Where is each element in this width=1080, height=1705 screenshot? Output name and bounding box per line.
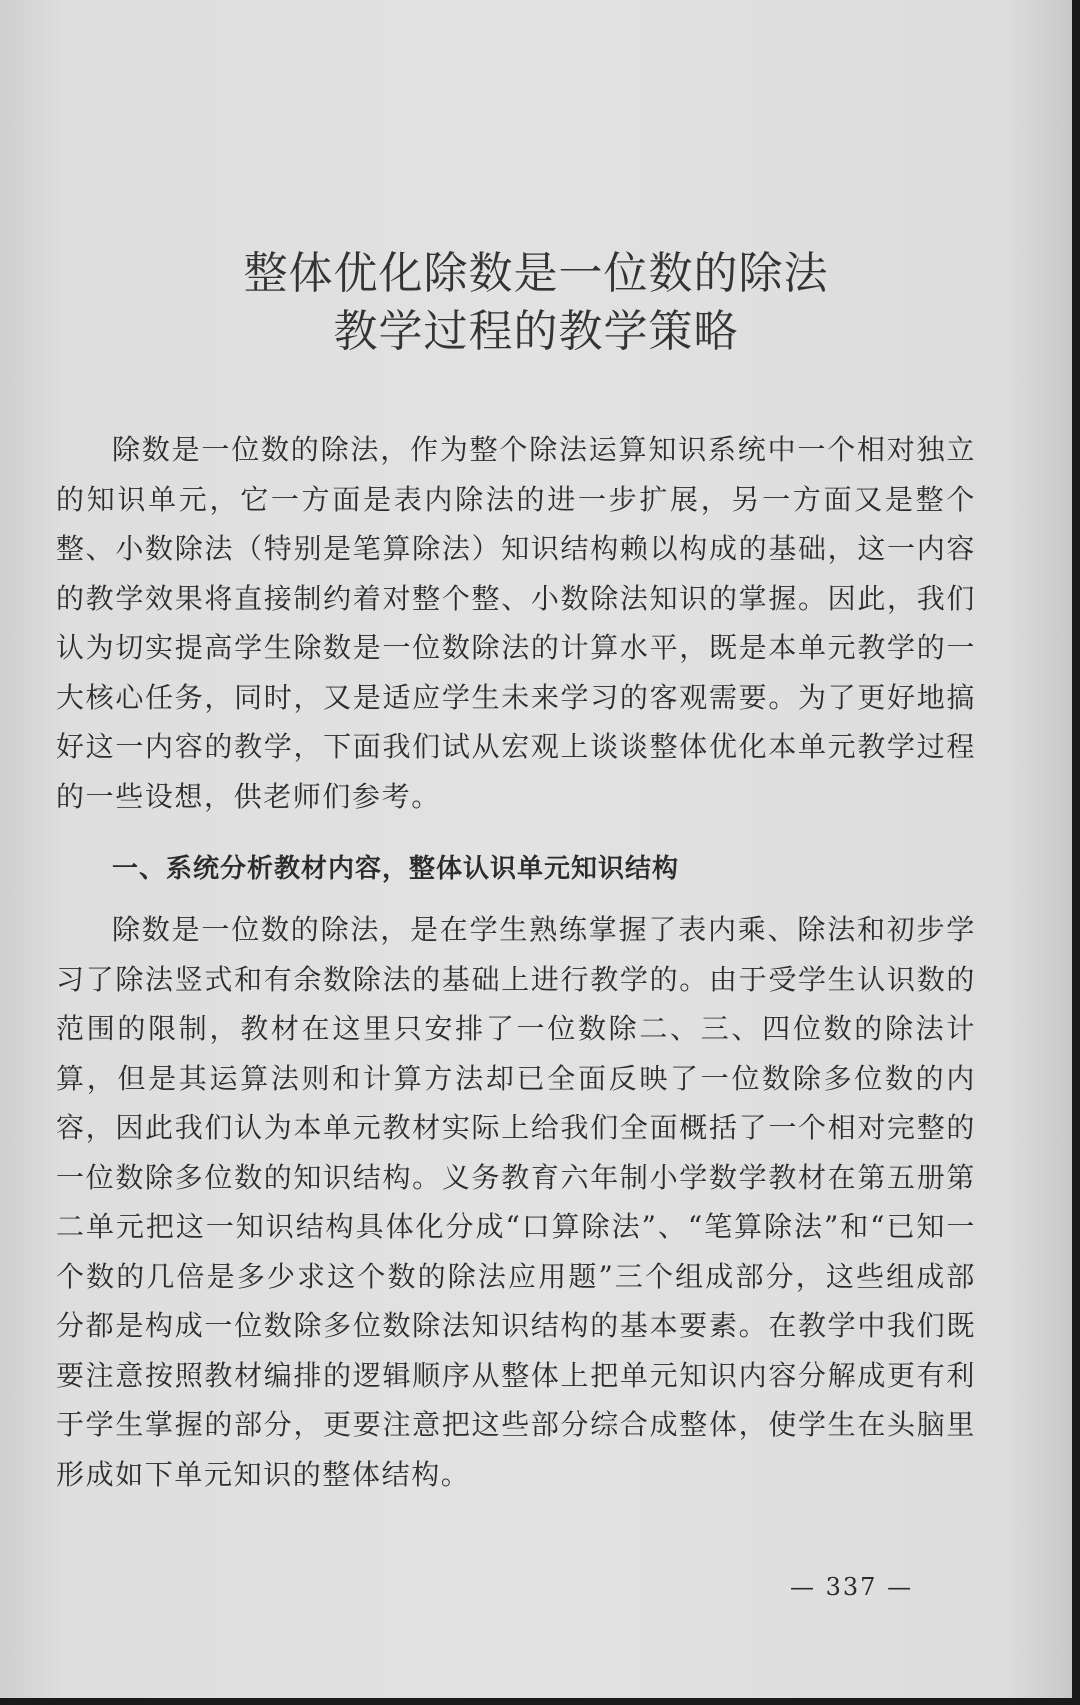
- paragraph-section-1: 除数是一位数的除法，是在学生熟练掌握了表内乘、除法和初步学习了除法竖式和有余数除法的基础上进行教学的。由于受学生认识数的范围的限制，教材在这里只安排了一位数除二、三、四位数的除法计算，但是其运算法则和计算方法却已全面反映了一位数除多位数的内容，因此我们认为本单元教材实际上给我们全面概括了一个相对完整的一位数除多位数的知识结构。义务教育六年制小学数学教材在第五册第二单元把这一知识结构具体化分成“口算除法”、“笔算除法”和“已知一个数的几倍是多少求这个数的除法应用题”三个组成部分，这些组成部分都是构成一位数除多位数除法知识结构的基本要素。在教学中我们既要注意按照教材编排的逻辑顺序从整体上把单元知识内容分解成更有利于学生掌握的部分，更要注意把这些部分综合成整体，使学生在头脑里形成如下单元知识的整体结构。: [56, 913, 976, 1491]
- section-heading-1: 一、系统分析教材内容，整体认识单元知识结构: [112, 854, 680, 884]
- title-line-2-wrap: [0, 302, 1072, 362]
- page-number: — 337 —: [790, 1573, 914, 1601]
- title-line-1: 整体优化除数是一位数的除法: [243, 248, 829, 299]
- title-line-2: 教学过程的教学策略: [333, 306, 739, 357]
- paragraph-intro: 除数是一位数的除法，作为整个除法运算知识系统中一个相对独立的知识单元，它一方面是表内除法的进一步扩展，另一方面又是整个整、小数除法（特别是笔算除法）知识结构赖以构成的基础，这一内容的教学效果将直接制约着对整个整、小数除法知识的掌握。因此，我们认为切实提高学生除数是一位数除法的计算水平，既是本单元教学的一大核心任务，同时，又是适应学生未来学习的客观需要。为了更好地搞好这一内容的教学，下面我们试从宏观上谈谈整体优化本单元教学过程的一些设想，供老师们参考。: [56, 433, 976, 813]
- title-line-1-wrap: [0, 244, 1072, 304]
